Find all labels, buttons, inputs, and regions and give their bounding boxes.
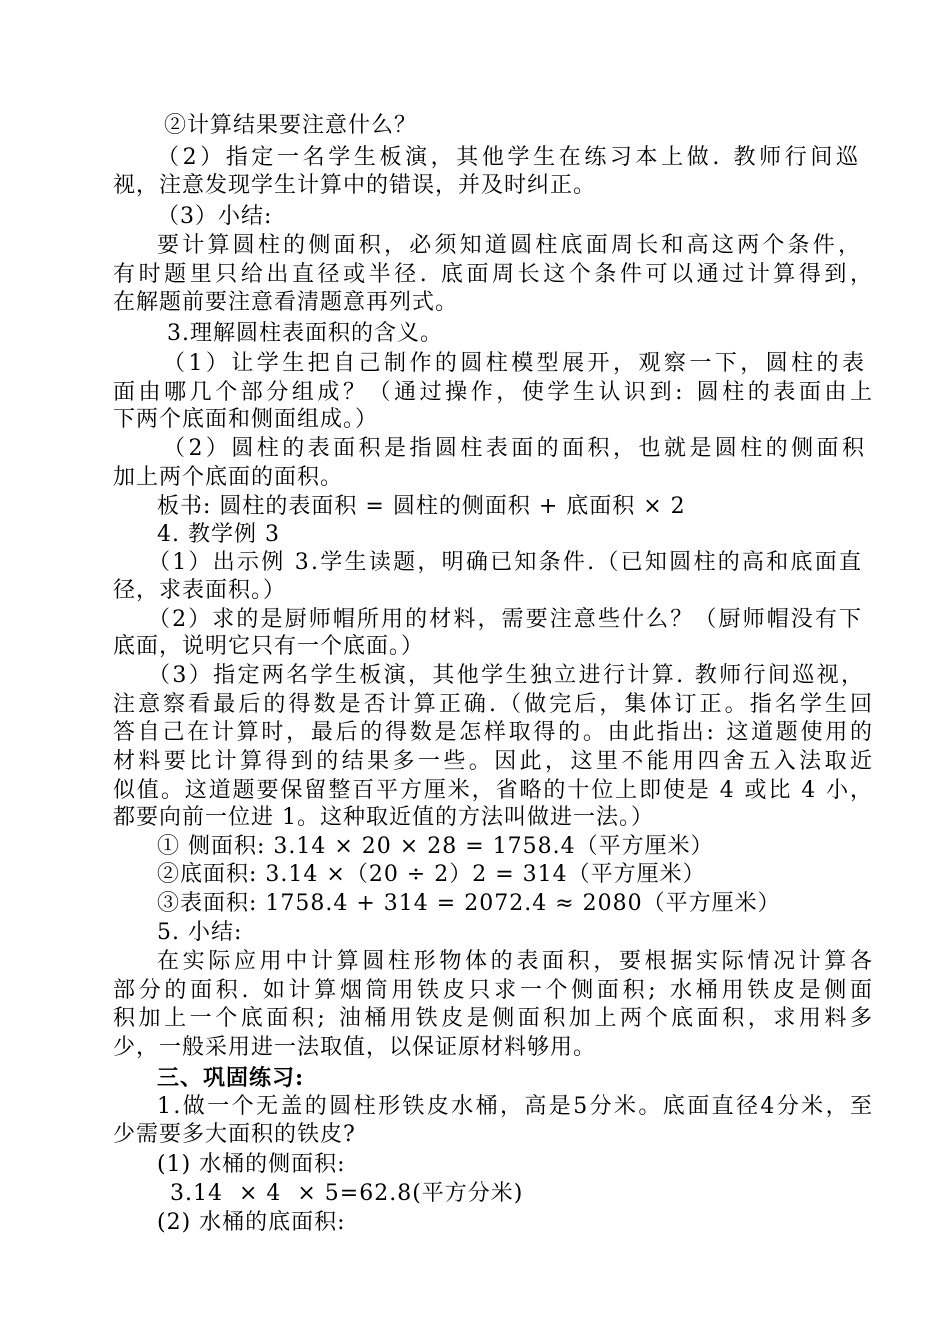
text-line: (1) 水桶的侧面积: <box>157 1152 346 1177</box>
text-line: （2）圆柱的表面积是指圆柱表面的面积，也就是圆柱的侧面积 <box>163 436 868 461</box>
text-line: ③表面积: 1758.4 + 314 = 2072.4 ≈ 2080（平方厘米） <box>157 891 781 916</box>
text-line: 3.理解圆柱表面积的含义。 <box>167 321 443 346</box>
text-line: （1）出示例 3.学生读题，明确已知条件.（已知圆柱的高和底面直 <box>148 550 864 575</box>
text-line: 有时题里只给出直径或半径. 底面周长这个条件可以通过计算得到， <box>113 262 876 287</box>
text-line: （3）指定两名学生板演，其他学生独立进行计算. 教师行间巡视， <box>148 663 866 688</box>
text-line: 积加上一个底面积; 油桶用铁皮是侧面积加上两个底面积，求用料多 <box>113 1006 876 1031</box>
text-line: 3.14 × 4 × 5=62.8(平方分米) <box>170 1181 524 1206</box>
text-line: （2）求的是厨师帽所用的材料，需要注意些什么？（厨师帽没有下 <box>148 607 864 632</box>
text-line: 要计算圆柱的侧面积，必须知道圆柱底面周长和高这两个条件， <box>157 233 864 258</box>
text-line: 径，求表面积。） <box>113 578 287 603</box>
text-line: 在实际应用中计算圆柱形物体的表面积，要根据实际情况计算各 <box>157 949 876 974</box>
text-line: (2) 水桶的底面积: <box>157 1210 346 1235</box>
text-line: 似值。这道题要保留整百平方厘米，省略的十位上即使是 4 或比 4 小， <box>113 778 874 803</box>
text-line: 注意察看最后的得数是否计算正确.（做完后，集体订正。指名学生回 <box>113 692 876 717</box>
text-line: （2）指定一名学生板演，其他学生在练习本上做. 教师行间巡 <box>157 145 862 170</box>
text-line: 下两个底面和侧面组成。） <box>113 407 379 432</box>
text-line: （1）让学生把自己制作的圆柱模型展开，观察一下，圆柱的表 <box>163 351 868 376</box>
text-line: 面由哪几个部分组成？（通过操作，使学生认识到: 圆柱的表面由上 <box>113 380 876 405</box>
text-line: 少，一般采用进一法取值，以保证原材料够用。 <box>113 1035 597 1060</box>
text-line: ① 侧面积: 3.14 × 20 × 28 = 1758.4（平方厘米） <box>157 834 714 859</box>
text-line: 底面，说明它只有一个底面。） <box>113 634 425 659</box>
text-line: 4. 教学例 3 <box>157 522 280 547</box>
text-line: 在解题前要注意看清题意再列式。 <box>113 290 459 315</box>
text-line: 都要向前一位进 1。这种取近值的方法叫做进一法。） <box>113 805 654 830</box>
text-line: 加上两个底面的面积。 <box>113 465 344 490</box>
text-line: 答自己在计算时，最后的得数是怎样取得的。由此指出: 这道题使用的 <box>113 720 875 745</box>
text-line: 板书: 圆柱的表面积 = 圆柱的侧面积 + 底面积 × 2 <box>157 494 686 519</box>
text-line: 部分的面积. 如计算烟筒用铁皮只求一个侧面积; 水桶用铁皮是侧面 <box>113 978 876 1003</box>
text-line: 材料要比计算得到的结果多一些。因此，这里不能用四舍五入法取近 <box>113 749 876 774</box>
text-line: （3）小结: <box>157 204 273 229</box>
text-line: 三、巩固练习: <box>157 1065 305 1091</box>
text-line: ②计算结果要注意什么？ <box>164 113 418 138</box>
text-line: 5. 小结: <box>157 920 243 945</box>
text-line: 视，注意发现学生计算中的错误，并及时纠正。 <box>113 173 597 198</box>
text-line: 1.做一个无盖的圆柱形铁皮水桶，高是5分米。底面直径4分米，至 <box>157 1094 875 1119</box>
text-line: ②底面积: 3.14 ×（20 ÷ 2）2 = 314（平方厘米） <box>157 862 706 887</box>
text-line: 少需要多大面积的铁皮? <box>113 1122 356 1147</box>
